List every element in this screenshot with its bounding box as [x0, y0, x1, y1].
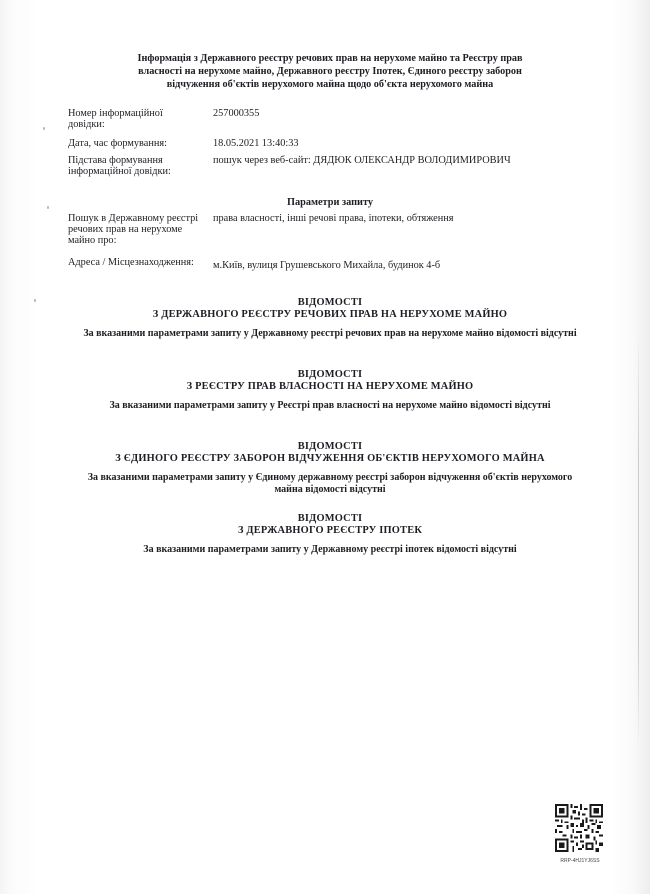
- scan-speck: [47, 206, 49, 209]
- scan-speck: [34, 299, 36, 302]
- qr-caption: RRP-4HJ1YJ6SS: [560, 858, 600, 864]
- section-body: За вказаними параметрами запиту у Реєстрі прав власності на нерухоме майно відомості відсутні: [109, 400, 551, 411]
- address-value: м.Київ, вулиця Грушевського Михайла, будинок 4-б: [213, 260, 441, 271]
- datetime-value: 18.05.2021 13:40:33: [213, 138, 299, 149]
- section-subheading: З ДЕРЖАВНОГО РЕЄСТРУ ІПОТЕК: [237, 525, 423, 536]
- address-label: Адреса / Місцезнаходження:: [68, 257, 194, 268]
- number-label: Номер інформаційної довідки:: [68, 108, 163, 130]
- document-title: [70, 52, 590, 91]
- section-subheading: З ЄДИНОГО РЕЄСТРУ ЗАБОРОН ВІДЧУЖЕННЯ ОБ'ЄКТІВ НЕРУХОМОГО МАЙНА: [115, 453, 545, 464]
- section-mortgages: [70, 513, 590, 556]
- section-heading: ВІДОМОСТІ: [297, 369, 363, 380]
- params-title: Параметри запиту: [286, 197, 374, 208]
- section-heading: ВІДОМОСТІ: [297, 513, 363, 524]
- title-line-2: власності на нерухоме майно, Державного реєстру Іпотек, Єдиного реєстру заборон: [138, 66, 522, 77]
- section-body: За вказаними параметрами запиту у Державному реєстрі речових прав на нерухоме майно відомості відсутні: [83, 328, 577, 339]
- basis-value: пошук через веб-сайт: ДЯДЮК ОЛЕКСАНДР ВОЛОДИМИРОВИЧ: [213, 155, 511, 166]
- search-label: Пошук в Державному реєстрі речових прав на нерухоме майно про:: [68, 213, 199, 246]
- title-line-1: Інформація з Державного реєстру речових прав на нерухоме майно та Реєстру прав: [137, 53, 523, 64]
- section-subheading: З РЕЄСТРУ ПРАВ ВЛАСНОСТІ НА НЕРУХОМЕ МАЙНО: [186, 381, 474, 392]
- scan-speck: [43, 127, 45, 130]
- section-heading: ВІДОМОСТІ: [297, 441, 363, 452]
- number-value: 257000355: [213, 108, 260, 119]
- section-ownership: [70, 369, 590, 412]
- page-edge-shadow: [638, 330, 639, 750]
- section-body: За вказаними параметрами запиту у Державному реєстрі іпотек відомості відсутні: [143, 544, 517, 555]
- basis-label: Підстава формування інформаційної довідки:: [68, 155, 171, 177]
- section-body: За вказаними параметрами запиту у Єдиному державному реєстрі заборон відчуження об'єктів нерухомого майна відомості відсутні: [87, 472, 573, 495]
- title-line-3: відчуження об'єктів нерухомого майна щодо об'єкта нерухомого майна: [166, 79, 494, 90]
- section-prohibitions: [70, 441, 590, 496]
- search-value: права власності, інші речові права, іпотеки, обтяження: [213, 213, 454, 224]
- qr-code-icon: [555, 804, 603, 852]
- datetime-label: Дата, час формування:: [68, 138, 167, 149]
- section-subheading: З ДЕРЖАВНОГО РЕЄСТРУ РЕЧОВИХ ПРАВ НА НЕРУХОМЕ МАЙНО: [152, 309, 508, 320]
- section-real-rights: [70, 297, 590, 340]
- section-heading: ВІДОМОСТІ: [297, 297, 363, 308]
